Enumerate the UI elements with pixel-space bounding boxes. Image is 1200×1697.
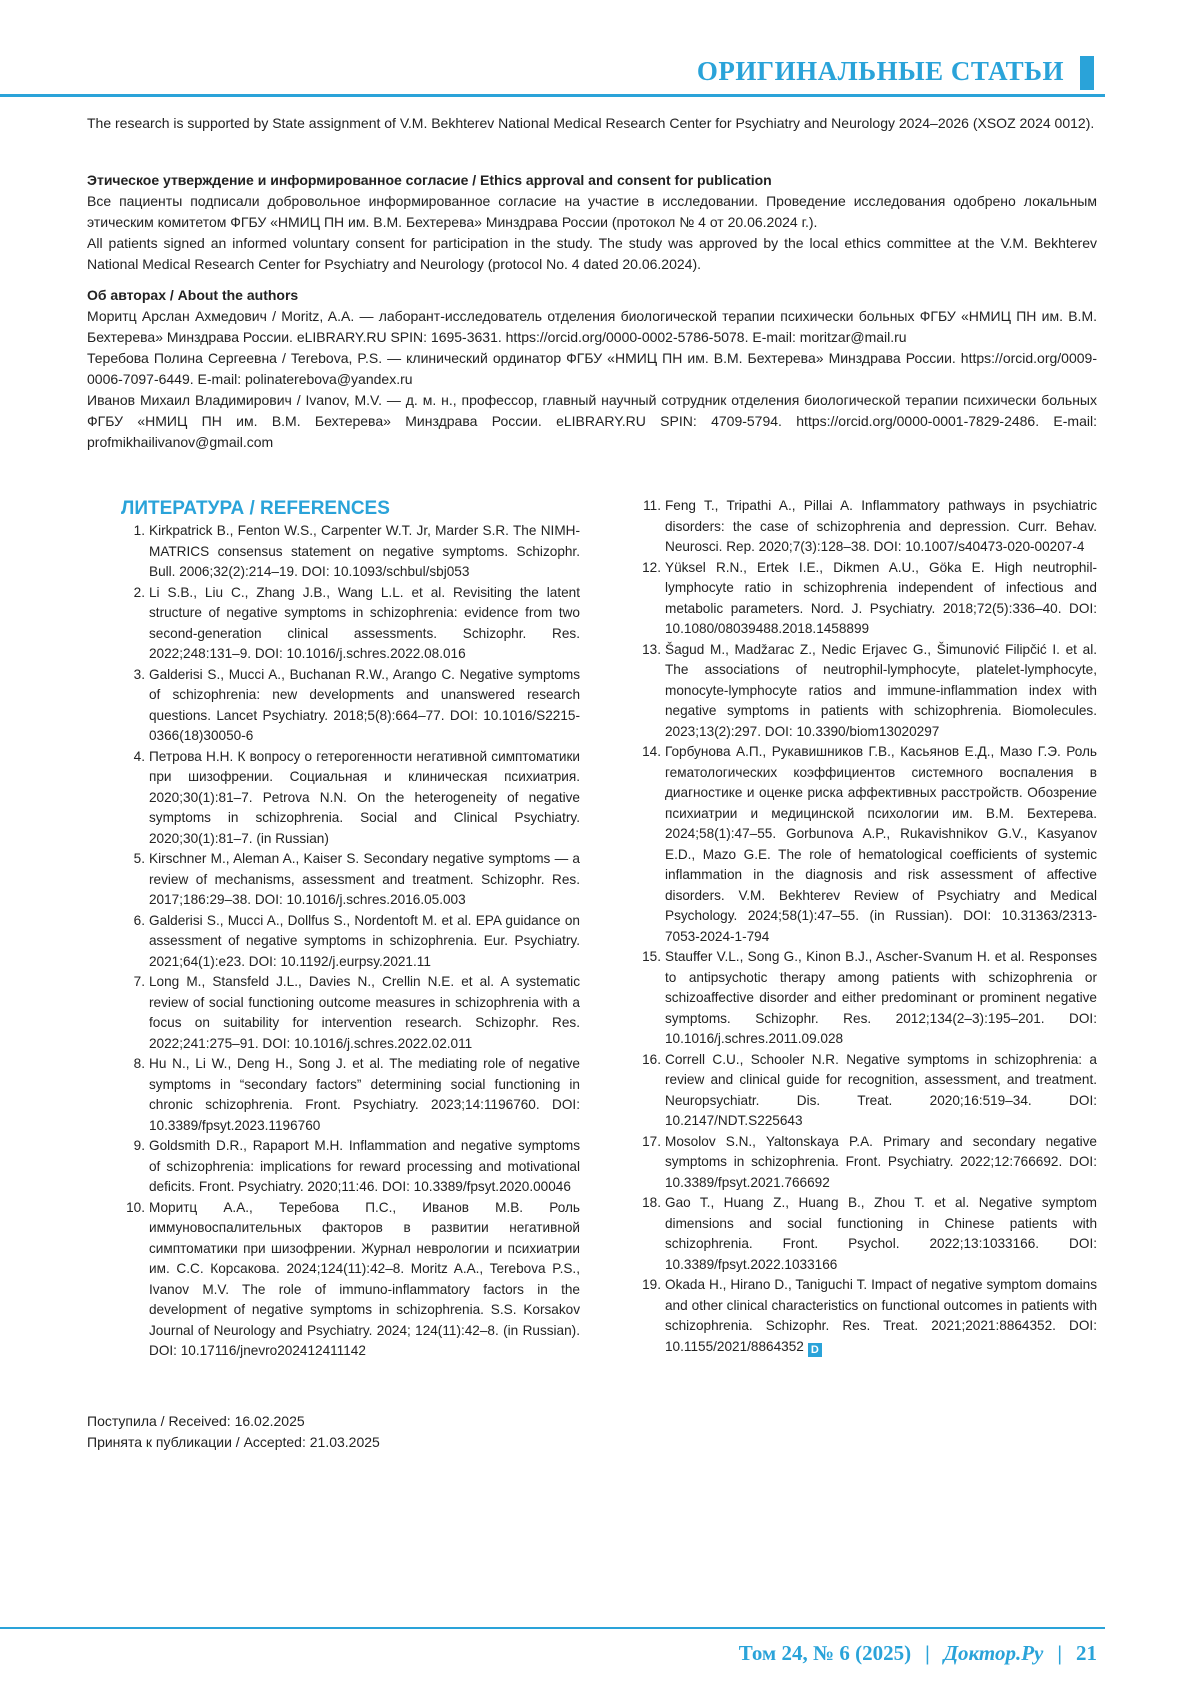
author-entry: Иванов Михаил Владимирович / Ivanov, M.V. — д. м. н., профессор, главный научный сотрудник отделения биологической терапии психически больных ФГБУ «НМИЦ ПН им. В.М. Бехтерева» Минздрава России. eLIBRARY.RU SPIN: 4709-5794. https://orcid.org/0000-0001-7829-2486. E-mail: profmikhailivanov@gmail.com [87,392,1097,450]
footer-separator: | [925,1641,930,1665]
reference-item: 13. Šagud M., Madžarac Z., Nedic Erjavec G., Šimunović Filipčić I. et al. The associations of neutrophil-lymphocyte, platelet-lymphocyte, monocyte-lymphocyte ratios and immune-inflammation index with negative symptoms in patients with schizophrenia. Biomolecules. 2023;13(2):297. DOI: 10.3390/biom13020297 [642,641,1097,739]
reference-item: 12. Yüksel R.N., Ertek I.E., Dikmen A.U., Göka E. High neutrophil-lymphocyte ratio in schizophrenia independent of infectious and metabolic parameters. Nord. J. Psychiatry. 2018;72(5):336–40. DOI: 10.1080/08039488.2018.1458899 [642,559,1097,636]
references-title: ЛИТЕРАТУРА / REFERENCES [121,498,390,519]
reference-item: 8. Hu N., Li W., Deng H., Song J. et al. The mediating role of negative symptoms in “secondary factors” determining social functioning in chronic schizophrenia. Front. Psychiatry. 2023;14:1196760. DOI: 10.3389/fpsyt.2023.1196760 [133,1056,580,1133]
reference-item: 16. Correll C.U., Schooler N.R. Negative symptoms in schizophrenia: a review and clinical guide for recognition, assessment, and treatment. Neuropsychiatr. Dis. Treat. 2020;16:519–34. DOI: 10.2147/NDT.S225643 [642,1051,1097,1128]
received-date: Поступила / Received: 16.02.2025 [87,1413,305,1429]
reference-item: 2. Li S.B., Liu C., Zhang J.B., Wang L.L. et al. Revisiting the latent structure of negative symptoms in schizophrenia: evidence from two second-generation clinical assessments. Schizophr. Res. 2022;248:131–9. DOI: 10.1016/j.schres.2022.08.016 [133,584,580,661]
reference-item: 5. Kirschner M., Aleman A., Kaiser S. Secondary negative symptoms — a review of mechanisms, assessment and treatment. Schizophr. Res. 2017;186:29–38. DOI: 10.1016/j.schres.2016.05.003 [133,851,580,907]
header-accent-bar [1080,56,1094,90]
author-entry: Теребова Полина Сергеевна / Terebova, P.S. — клинический ординатор ФГБУ «НМИЦ ПН им. В.М. Бехтерева» Минздрава России. https://orcid.org/0009-0006-7097-6449. E-mail: polinaterebova@yandex.ru [87,350,1097,387]
author-entry: Моритц Арслан Ахмедович / Moritz, A.A. — лаборант-исследователь отделения биологической терапии психически больных ФГБУ «НМИЦ ПН им. В.М. Бехтерева» Минздрава России. eLIBRARY.RU SPIN: 1695-3631. https://orcid.org/0000-0002-5786-5078. E-mail: moritzar@mail.ru [87,308,1097,345]
reference-item: 9. Goldsmith D.R., Rapaport M.H. Inflammation and negative symptoms of schizophrenia: implications for reward processing and motivational deficits. Front. Psychiatry. 2020;11:46. DOI: 10.3389/fpsyt.2020.00046 [133,1138,580,1194]
section-title: ОРИГИНАЛЬНЫЕ СТАТЬИ [696,56,1064,86]
reference-item: 7. Long M., Stansfeld J.L., Davies N., Crellin N.E. et al. A systematic review of social functioning outcome measures in schizophrenia with a focus on suitability for intervention research. Schizophr. Res. 2022;241:275–91. DOI: 10.1016/j.schres.2022.02.011 [133,974,580,1051]
reference-item: 4. Петрова Н.Н. К вопросу о гетерогенности негативной симптоматики при шизофрении. Социальная и клиническая психиатрия. 2020;30(1):81–7. Petrova N.N. On the heterogeneity of negative symptoms in schizophrenia. Social and Clinical Psychiatry. 2020;30(1):81–7. (in Russian) [133,748,580,846]
reference-item: 6. Galderisi S., Mucci A., Dollfus S., Nordentoft M. et al. EPA guidance on assessment of negative symptoms in schizophrenia. Eur. Psychiatry. 2021;64(1):e23. DOI: 10.1192/j.eurpsy.2021.11 [133,912,580,969]
footer-separator: | [1057,1641,1062,1665]
references-column-left [121,521,580,1362]
reference-item: 17. Mosolov S.N., Yaltonskaya P.A. Primary and secondary negative symptoms in schizophrenia. Front. Psychiatry. 2022;12:766692. DOI: 10.3389/fpsyt.2021.766692 [642,1133,1097,1190]
article-dates [87,1411,380,1453]
ethics-en: All patients signed an informed voluntary consent for participation in the study. The study was approved by the local ethics committee at the V.M. Bekhterev National Medical Research Center for Psychiatry and Neurology (protocol No. 4 dated 20.06.2024). [87,235,1097,272]
reference-item: 11. Feng T., Tripathi A., Pillai A. Inflammatory pathways in psychiatric disorders: the case of schizophrenia and depression. Curr. Behav. Neurosci. Rep. 2020;7(3):128–38. DOI: 10.1007/s40473-020-00207-4 [643,498,1097,554]
reference-item: 15. Stauffer V.L., Song G., Kinon B.J., Ascher-Svanum H. et al. Responses to antipsychotic therapy among patients with schizophrenia or schizoaffective disorder and either predominant or prominent negative symptoms. Schizophr. Res. 2012;134(2–3):195–201. DOI: 10.1016/j.schres.2011.09.028 [642,949,1097,1046]
reference-item: 19. Okada H., Hirano D., Taniguchi T. Impact of negative symptom domains and other clinical characteristics on functional outcomes in patients with schizophrenia. Schizophr. Res. Treat. 2021;2021:8864352. DOI: 10.1155/2021/8864352 D [642,1277,1097,1356]
page-footer [739,1641,1097,1666]
ethics-section [87,170,1097,275]
journal-volume: Том 24, № 6 (2025) [738,1641,912,1665]
funding-note [87,113,1097,134]
funding-text: The research is supported by State assignment of V.M. Bekhterev National Medical Research Center for Psychiatry and Neurology 2024–2026 (XSOZ 2024 0012). [87,115,1095,131]
reference-item: 1. Kirkpatrick B., Fenton W.S., Carpenter W.T. Jr, Marder S.R. The NIMH-MATRICS consensus statement on negative symptoms. Schizophr. Bull. 2006;32(2):214–19. DOI: 10.1093/schbul/sbj053 [133,523,580,579]
references-column-right [637,496,1097,1357]
header-rule [0,94,1105,97]
journal-logo: Доктор.Ру [943,1641,1044,1665]
reference-item: 10. Моритц А.А., Теребова П.С., Иванов М.В. Роль иммуновоспалительных факторов в развитии негативной симптоматики при шизофрении. Журнал неврологии и психиатрии им. С.С. Корсакова. 2024;124(11):42–8. Moritz A.A., Terebova P.S., Ivanov M.V. The role of immuno-inflammatory factors in the development of negative symptoms in schizophrenia. S.S. Korsakov Journal of Neurology and Psychiatry. 2024; 124(11):42–8. (in Russian). DOI: 10.17116/jnevro202412411142 [126,1199,580,1358]
reference-item: 14. Горбунова А.П., Рукавишников Г.В., Касьянов Е.Д., Мазо Г.Э. Роль гематологических коэффициентов системного воспаления в диагностике и оценке риска аффективных расстройств. Обозрение психиатрии и медицинской психологии им. В.М. Бехтерева. 2024;58(1):47–55. Gorbunova A.P., Rukavishnikov G.V., Kasyanov E.D., Mazo G.E. The role of hematological coefficients of systemic inflammation in the diagnosis and risk assessment of affective disorders. V.M. Bekhterev Review of Psychiatry and Medical Psychology. 2024;58(1):47–55. (in Russian). DOI: 10.31363/2313-7053-2024-1-794 [642,744,1097,944]
authors-section [87,285,1097,453]
authors-heading: Об авторах / About the authors [87,287,299,303]
page-number: 21 [1076,1641,1097,1665]
reference-item: 18. Gao T., Huang Z., Huang B., Zhou T. et al. Negative symptom dimensions and social functioning in Chinese patients with schizophrenia. Front. Psychol. 2022;13:1033166. DOI: 10.3389/fpsyt.2022.1033166 [642,1195,1097,1272]
end-of-article-icon: D [808,1343,822,1357]
accepted-date: Принята к публикации / Accepted: 21.03.2025 [87,1434,380,1450]
footer-rule [0,1627,1105,1629]
ethics-ru: Все пациенты подписали добровольное информированное согласие на участие в исследовании. Проведение исследования одобрено локальным этическим комитетом ФГБУ «НМИЦ ПН им. В.М. Бехтерева» Минздрава России (протокол № 4 от 20.06.2024 г.). [87,193,1097,230]
ethics-heading: Этическое утверждение и информированное согласие / Ethics approval and consent for publication [87,172,772,188]
reference-item: 3. Galderisi S., Mucci A., Buchanan R.W., Arango C. Negative symptoms of schizophrenia: new developments and unanswered research questions. Lancet Psychiatry. 2018;5(8):664–77. DOI: 10.1016/S2215-0366(18)30050-6 [133,666,580,743]
